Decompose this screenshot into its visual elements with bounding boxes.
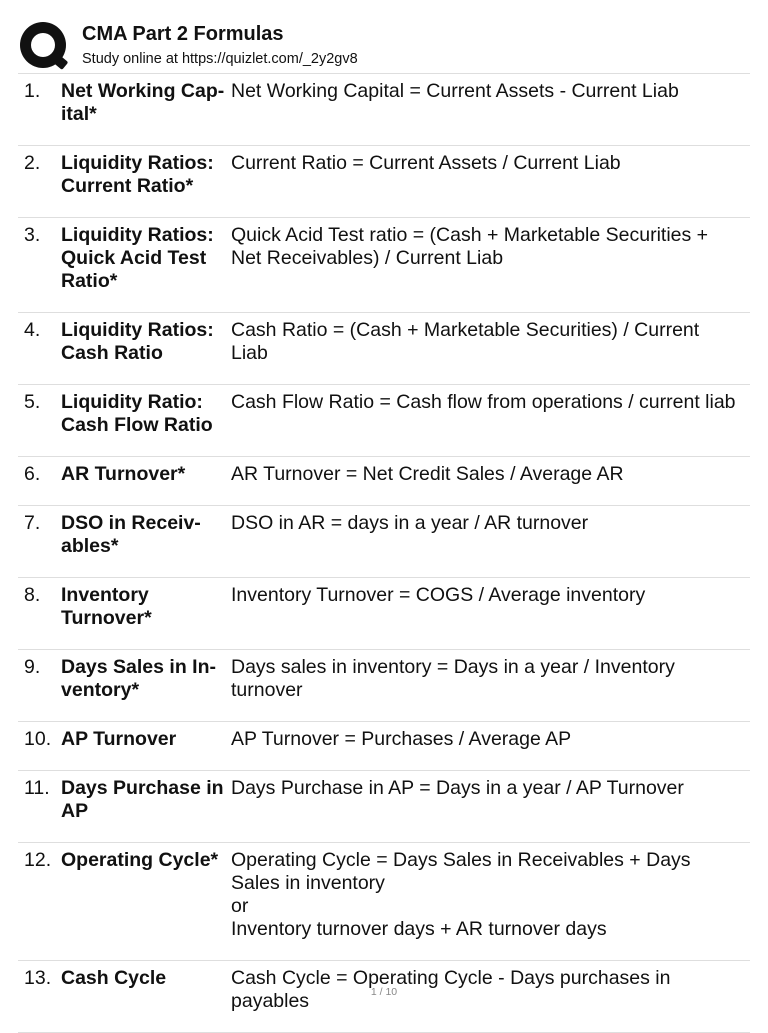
card-term: Cash Cycle [61,967,167,989]
card-number: 1. [24,80,41,102]
definition-line: Cash Ratio = (Cash + Marketable Securities) / Current [231,319,700,341]
definition-line: Cash Flow Ratio = Cash flow from operations / current liab [231,391,736,413]
card-term: Liquidity Ratio: Cash Flow Ratio [61,391,213,436]
card-definition [231,463,750,486]
definition-line: Quick Acid Test ratio = (Cash + Marketable Securities + [231,224,709,246]
definition-line: Inventory turnover days + AR turnover days [231,918,607,940]
card-term: Liquidity Ratios: Quick Acid Test Ratio* [61,224,214,292]
card-term: Inventory Turnover* [61,584,152,629]
card-definition [231,777,750,823]
card-definition [231,80,750,126]
card-definition [231,224,750,293]
definition-line: DSO in AR = days in a year / AR turnover [231,512,589,534]
card-number: 5. [24,391,41,413]
definition-line: Sales in inventory [231,872,385,894]
card-row [18,313,750,385]
definition-line: Days sales in inventory = Days in a year / Inventory [231,656,675,678]
card-number: 10. [24,728,52,750]
definition-line: AR Turnover = Net Credit Sales / Average AR [231,463,624,485]
definition-line: Inventory Turnover = COGS / Average inventory [231,584,646,606]
card-number: 12. [24,849,52,871]
card-number: 3. [24,224,41,246]
card-row [18,650,750,722]
definition-line: turnover [231,679,303,701]
study-online-link[interactable]: Study online at https://quizlet.com/_2y2gv8 [82,51,358,67]
card-definition [231,319,750,365]
card-term: Days Sales in In-ventory* [61,656,216,701]
definition-line: Net Working Capital = Current Assets - Current Liab [231,80,679,102]
definition-line: Days Purchase in AP = Days in a year / AP Turnover [231,777,684,799]
card-term: DSO in Receiv-ables* [61,512,201,557]
card-number: 2. [24,152,41,174]
card-row [18,578,750,650]
quizlet-logo-icon [20,22,66,68]
card-number: 9. [24,656,41,678]
card-term: Liquidity Ratios: Current Ratio* [61,152,214,197]
card-row [18,74,750,146]
card-number: 4. [24,319,41,341]
card-definition [231,512,750,558]
card-number: 8. [24,584,41,606]
card-row [18,457,750,506]
card-number: 13. [24,967,52,989]
definition-line: payables [231,990,310,1012]
card-term: AR Turnover* [61,463,186,485]
card-term: Liquidity Ratios: Cash Ratio [61,319,214,364]
card-number: 11. [24,777,50,799]
card-row [18,506,750,578]
card-row [18,146,750,218]
definition-line: Current Ratio = Current Assets / Current Liab [231,152,621,174]
card-row [18,385,750,457]
definition-line: Liab [231,342,268,364]
card-term: Net Working Cap-ital* [61,80,225,125]
definition-line: Operating Cycle = Days Sales in Receivables + Days [231,849,691,871]
card-number: 7. [24,512,41,534]
card-term: Days Purchase in AP [61,777,224,822]
card-term: Operating Cycle* [61,849,219,871]
card-definition [231,728,750,751]
card-definition [231,391,750,437]
card-definition [231,656,750,702]
card-definition [231,584,750,630]
definition-line: Cash Cycle = Operating Cycle - Days purchases in [231,967,671,989]
document-header [20,20,750,72]
card-term: AP Turnover [61,728,177,750]
definition-line: or [231,895,249,917]
page-counter: 1 / 10 [370,986,398,998]
flashcard-list [18,73,750,1033]
card-row [18,218,750,313]
card-row [18,843,750,961]
definition-line: Net Receivables) / Current Liab [231,247,504,269]
card-definition [231,849,750,941]
card-definition [231,152,750,198]
document-title: CMA Part 2 Formulas [82,23,284,45]
card-number: 6. [24,463,41,485]
card-row [18,771,750,843]
definition-line: AP Turnover = Purchases / Average AP [231,728,572,750]
card-row [18,722,750,771]
